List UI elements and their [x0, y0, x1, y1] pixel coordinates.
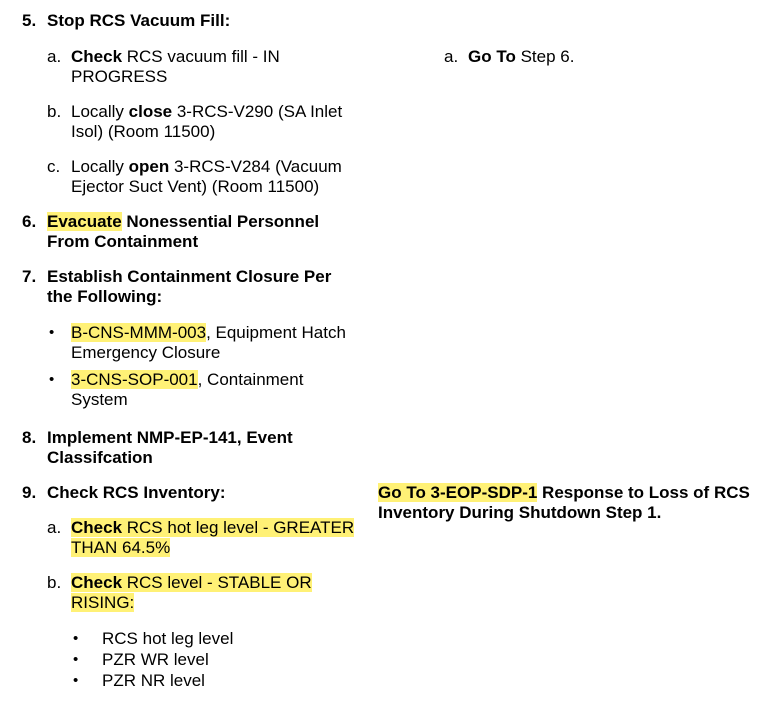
- rno-5a-keyword: Go To: [468, 47, 516, 66]
- step-5c-line2: Ejector Suct Vent) (Room 11500): [71, 177, 320, 196]
- step-9b-bullet-3: PZR NR level: [102, 671, 205, 690]
- step-5a-keyword: Check: [71, 47, 123, 66]
- step-5c-keyword: open: [128, 157, 170, 176]
- step-7-title-line2: the Following:: [47, 287, 163, 306]
- step-9a-highlight: [71, 518, 354, 537]
- step-5a-letter: a.: [47, 47, 62, 66]
- step-7-item-1-text: , Equipment Hatch: [206, 323, 346, 342]
- step-7-item-1-line2: Emergency Closure: [71, 343, 221, 362]
- step-5b-line1: [71, 101, 342, 122]
- step-5b-pre: Locally: [71, 102, 129, 121]
- step-7-title-line1: Establish Containment Closure Per: [47, 267, 332, 286]
- step-9a-line1: [71, 517, 354, 538]
- step-5a-line2: PROGRESS: [71, 67, 168, 86]
- rno-5a-line: [468, 46, 574, 67]
- step-9a-line2: [71, 537, 170, 558]
- step-7-item-2-text: , Containment: [197, 370, 304, 389]
- step-5-number: 5.: [22, 11, 37, 30]
- step-8-line2: Classifcation: [47, 448, 153, 467]
- procedure-ref-2: 3-CNS-SOP-001: [71, 370, 198, 389]
- step-9b-bullet-1: RCS hot leg level: [102, 629, 234, 648]
- step-9b-text2: RISING:: [71, 593, 135, 612]
- step-5b-keyword: close: [128, 102, 173, 121]
- rno-9-procedure-ref: Go To 3-EOP-SDP-1: [378, 483, 538, 502]
- step-8-line1: Implement NMP-EP-141, Event: [47, 428, 293, 447]
- step-9b-bullet-2: PZR WR level: [102, 650, 209, 669]
- step-9b-keyword: Check: [71, 573, 123, 592]
- step-9-title: Check RCS Inventory:: [47, 483, 226, 502]
- step-5c-text: 3-RCS-V284 (Vacuum: [169, 157, 342, 176]
- step-9b-line1: [71, 572, 312, 593]
- step-6-line1: [47, 211, 319, 232]
- step-6-keyword: Evacuate: [47, 212, 122, 231]
- step-7-item-1-line1: [71, 322, 346, 343]
- step-6-line2: From Containment: [47, 232, 199, 251]
- rno-9-line2: Inventory During Shutdown Step 1.: [378, 503, 662, 522]
- bullet-glyph: •: [73, 630, 79, 647]
- bullet-glyph: •: [49, 324, 55, 341]
- rno-9-line1: [378, 482, 750, 503]
- bullet-glyph: •: [49, 371, 55, 388]
- step-7-number: 7.: [22, 267, 37, 286]
- step-9-number: 9.: [22, 483, 37, 502]
- step-5a-line1: [71, 46, 280, 67]
- rno-5a-text: Step 6.: [515, 47, 575, 66]
- rno-5a-letter: a.: [444, 47, 459, 66]
- step-5b-letter: b.: [47, 102, 62, 121]
- step-6-number: 6.: [22, 212, 37, 231]
- rno-9-text: Response to Loss of RCS: [537, 483, 750, 502]
- step-9a-text2: THAN 64.5%: [71, 538, 171, 557]
- step-9a-keyword: Check: [71, 518, 123, 537]
- step-9b-line2: [71, 592, 134, 613]
- step-5c-pre: Locally: [71, 157, 129, 176]
- step-9a-text: RCS hot leg level - GREATER: [122, 518, 355, 537]
- step-9b-text: RCS level - STABLE OR: [122, 573, 312, 592]
- step-8-number: 8.: [22, 428, 37, 447]
- step-5b-text: 3-RCS-V290 (SA Inlet: [172, 102, 343, 121]
- step-9b-highlight: [71, 573, 312, 592]
- step-7-item-2-line2: System: [71, 390, 128, 409]
- step-6-text: Nonessential Personnel: [121, 212, 320, 231]
- step-5c-line1: [71, 156, 342, 177]
- bullet-glyph: •: [73, 672, 79, 689]
- step-5c-letter: c.: [47, 157, 61, 176]
- bullet-glyph: •: [73, 651, 79, 668]
- step-9a-letter: a.: [47, 518, 62, 537]
- step-5b-line2: Isol) (Room 11500): [71, 122, 216, 141]
- step-7-item-2-line1: [71, 369, 303, 390]
- step-5-title: Stop RCS Vacuum Fill:: [47, 11, 231, 30]
- procedure-ref-1: B-CNS-MMM-003: [71, 323, 207, 342]
- step-5a-text: RCS vacuum fill - IN: [122, 47, 280, 66]
- step-9b-letter: b.: [47, 573, 62, 592]
